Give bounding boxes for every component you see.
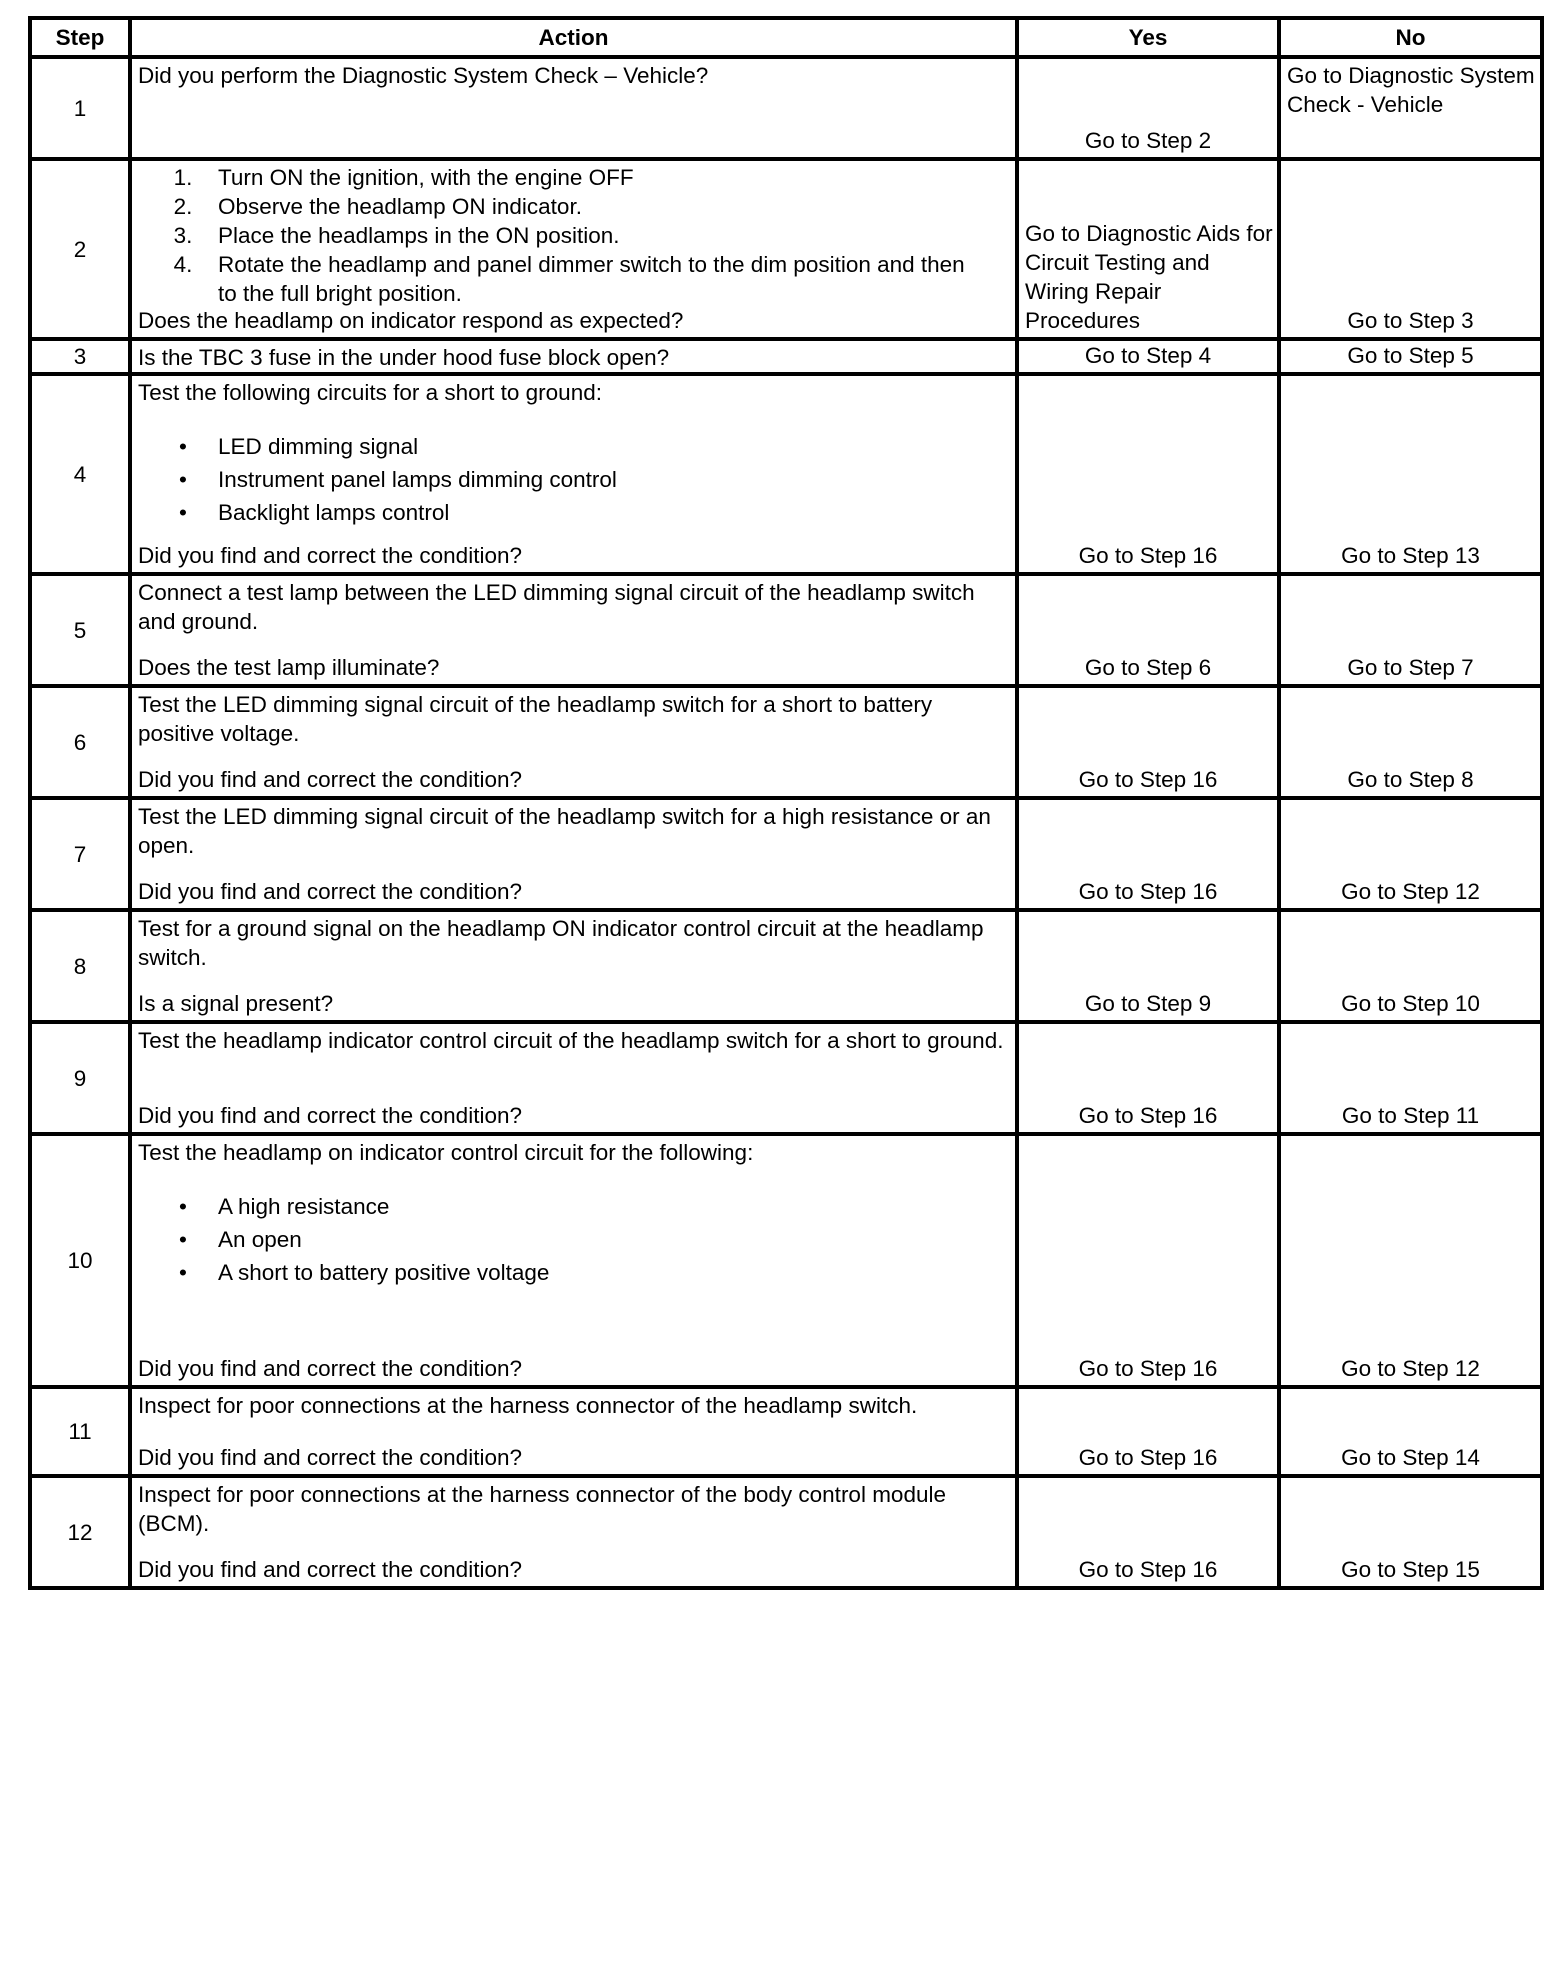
table-row <box>30 1476 1542 1588</box>
action-instruction: Test for a ground signal on the headlamp ON indicator control circuit at the headlamp switch. <box>138 916 984 970</box>
table-row <box>30 686 1542 798</box>
table-row <box>30 910 1542 1022</box>
action-text <box>130 339 1017 374</box>
yes-cell <box>1017 339 1279 374</box>
yes-target: Go to Step 16 <box>1078 1103 1218 1128</box>
action-text <box>130 159 1017 339</box>
list-item: • LED dimming signal <box>179 434 419 459</box>
step-number: 1 <box>30 57 130 159</box>
table-row <box>30 339 1542 374</box>
no-cell <box>1279 57 1542 159</box>
step-number: 5 <box>30 574 130 686</box>
no-target: Go to Step 7 <box>1347 655 1474 680</box>
list-item: • Backlight lamps control <box>179 500 450 525</box>
condition-list <box>138 430 1009 529</box>
yes-cell <box>1017 57 1279 159</box>
yes-cell <box>1017 686 1279 798</box>
yes-target: Go to Step 2 <box>1084 128 1212 153</box>
action-question: Did you find and correct the condition? <box>138 1557 522 1582</box>
table-row <box>30 574 1542 686</box>
yes-cell <box>1017 1476 1279 1588</box>
no-cell <box>1279 1134 1542 1387</box>
step-number: 3 <box>30 339 130 374</box>
yes-target: Go to Step 16 <box>1078 1557 1218 1582</box>
no-cell <box>1279 339 1542 374</box>
no-cell <box>1279 798 1542 910</box>
no-cell <box>1279 374 1542 574</box>
list-item: 1. Turn ON the ignition, with the engine OFF <box>173 165 634 190</box>
list-item: • A short to battery positive voltage <box>179 1260 550 1285</box>
action-question: Did you find and correct the condition? <box>138 1103 522 1128</box>
header-action: Action <box>130 18 1017 57</box>
yes-cell <box>1017 1387 1279 1476</box>
list-item: 2. Observe the headlamp ON indicator. <box>173 194 582 219</box>
no-cell <box>1279 686 1542 798</box>
table-row <box>30 57 1542 159</box>
no-target: Go to Step 12 <box>1341 879 1480 904</box>
no-target: Go to Step 8 <box>1347 767 1474 792</box>
action-question: Did you find and correct the condition? <box>138 543 522 568</box>
table-row <box>30 1134 1542 1387</box>
yes-target: Go to Step 16 <box>1078 879 1218 904</box>
action-text <box>130 1134 1017 1387</box>
no-cell <box>1279 910 1542 1022</box>
action-question: Did you perform the Diagnostic System Check – Vehicle? <box>138 63 709 88</box>
action-text <box>130 798 1017 910</box>
table-row <box>30 798 1542 910</box>
header-row <box>30 18 1542 57</box>
yes-cell <box>1017 910 1279 1022</box>
yes-target: Go to Step 6 <box>1084 655 1212 680</box>
yes-cell <box>1017 574 1279 686</box>
no-target: Go to Step 10 <box>1341 991 1480 1016</box>
yes-cell <box>1017 159 1279 339</box>
yes-target: Go to Step 16 <box>1078 1445 1218 1470</box>
action-instruction: Test the LED dimming signal circuit of the headlamp switch for a high resistance or an open. <box>138 804 991 858</box>
action-text <box>130 686 1017 798</box>
list-item: 3. Place the headlamps in the ON position. <box>173 223 620 248</box>
yes-target: Go to Step 4 <box>1084 343 1212 368</box>
action-question: Does the headlamp on indicator respond as expected? <box>138 308 684 333</box>
action-question: Is a signal present? <box>138 991 334 1016</box>
step-number: 4 <box>30 374 130 574</box>
action-question: Does the test lamp illuminate? <box>138 655 440 680</box>
yes-cell <box>1017 798 1279 910</box>
no-target: Go to Step 13 <box>1341 543 1480 568</box>
no-cell <box>1279 574 1542 686</box>
no-target: Go to Step 14 <box>1341 1445 1480 1470</box>
yes-target: Go to Step 16 <box>1078 543 1218 568</box>
action-question: Did you find and correct the condition? <box>138 1356 522 1381</box>
condition-list <box>138 1190 1009 1289</box>
list-item: 4. Rotate the headlamp and panel dimmer switch to the dim position and then to the full bright position. <box>173 252 965 306</box>
action-instruction: Test the headlamp indicator control circuit of the headlamp switch for a short to ground. <box>138 1028 1004 1053</box>
action-text <box>130 57 1017 159</box>
no-cell <box>1279 1387 1542 1476</box>
action-instruction: Connect a test lamp between the LED dimming signal circuit of the headlamp switch and ground. <box>138 580 975 634</box>
step-number: 10 <box>30 1134 130 1387</box>
table-row <box>30 1387 1542 1476</box>
action-instruction: Inspect for poor connections at the harness connector of the body control module (BCM). <box>138 1482 946 1536</box>
no-cell <box>1279 1022 1542 1134</box>
action-instruction: Test the headlamp on indicator control circuit for the following: <box>138 1140 754 1165</box>
action-instruction: Test the following circuits for a short to ground: <box>138 380 602 405</box>
action-text <box>130 1022 1017 1134</box>
action-question: Did you find and correct the condition? <box>138 879 522 904</box>
step-number: 8 <box>30 910 130 1022</box>
no-cell <box>1279 1476 1542 1588</box>
header-step: Step <box>30 18 130 57</box>
step-number: 9 <box>30 1022 130 1134</box>
action-text <box>130 374 1017 574</box>
action-text <box>130 1387 1017 1476</box>
table-row <box>30 159 1542 339</box>
yes-target: Go to Step 16 <box>1078 1356 1218 1381</box>
no-target: Go to Diagnostic System Check - Vehicle <box>1287 63 1535 117</box>
action-text <box>130 910 1017 1022</box>
procedure-list <box>138 163 1009 308</box>
list-item: • Instrument panel lamps dimming control <box>179 467 617 492</box>
no-target: Go to Step 5 <box>1347 343 1474 368</box>
step-number: 11 <box>30 1387 130 1476</box>
yes-cell <box>1017 1022 1279 1134</box>
no-target: Go to Step 3 <box>1347 308 1474 333</box>
step-number: 7 <box>30 798 130 910</box>
step-number: 12 <box>30 1476 130 1588</box>
step-number: 2 <box>30 159 130 339</box>
no-cell <box>1279 159 1542 339</box>
yes-cell <box>1017 374 1279 574</box>
table-row <box>30 374 1542 574</box>
step-number: 6 <box>30 686 130 798</box>
action-text <box>130 1476 1017 1588</box>
header-no: No <box>1279 18 1542 57</box>
action-instruction: Inspect for poor connections at the harness connector of the headlamp switch. <box>138 1393 918 1418</box>
action-question: Did you find and correct the condition? <box>138 767 522 792</box>
action-instruction: Test the LED dimming signal circuit of the headlamp switch for a short to battery positive voltage. <box>138 692 933 746</box>
yes-target: Go to Diagnostic Aids for Circuit Testing and Wiring Repair Procedures <box>1025 221 1273 333</box>
yes-target: Go to Step 16 <box>1078 767 1218 792</box>
action-question: Did you find and correct the condition? <box>138 1445 522 1470</box>
yes-target: Go to Step 9 <box>1084 991 1212 1016</box>
action-question: Is the TBC 3 fuse in the under hood fuse block open? <box>138 345 670 370</box>
table-row <box>30 1022 1542 1134</box>
header-yes: Yes <box>1017 18 1279 57</box>
no-target: Go to Step 11 <box>1341 1103 1480 1128</box>
no-target: Go to Step 12 <box>1341 1356 1480 1381</box>
list-item: • An open <box>179 1227 302 1252</box>
no-target: Go to Step 15 <box>1341 1557 1480 1582</box>
diagnostic-table <box>28 16 1544 1590</box>
yes-cell <box>1017 1134 1279 1387</box>
list-item: • A high resistance <box>179 1194 390 1219</box>
action-text <box>130 574 1017 686</box>
